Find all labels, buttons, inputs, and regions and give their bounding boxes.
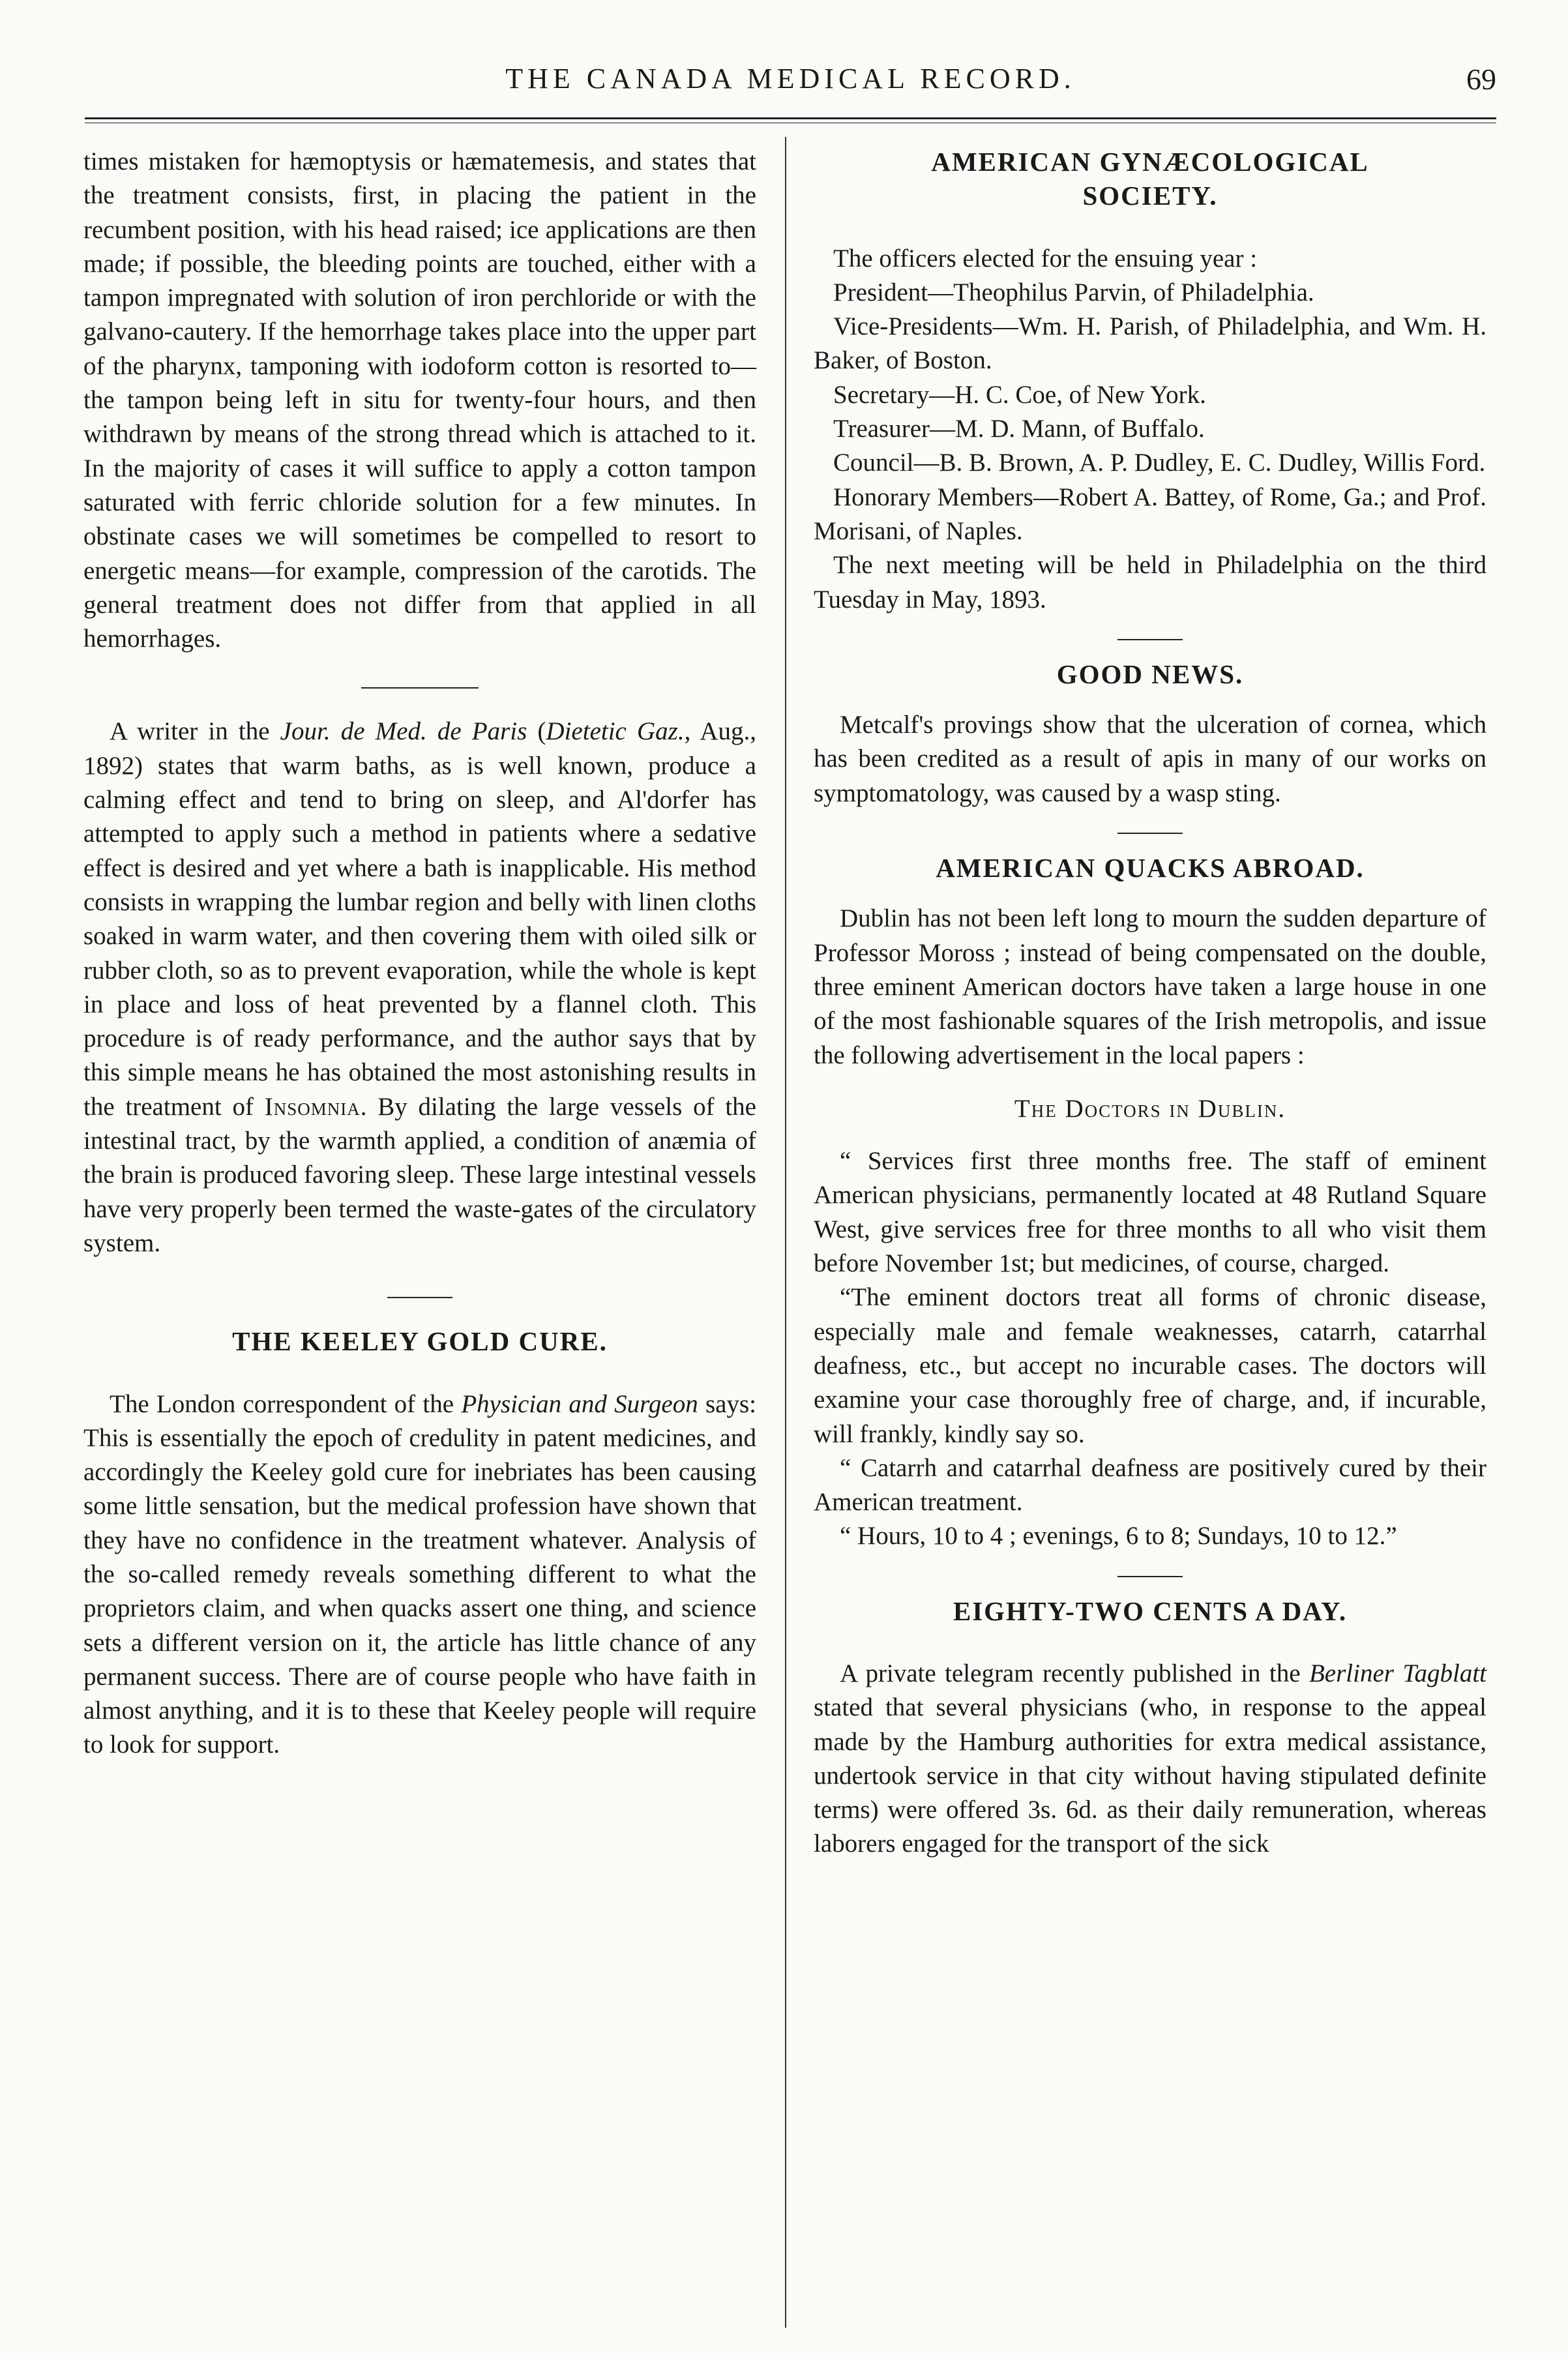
column-divider <box>785 137 786 2328</box>
text-run: stated that several physicians (who, in response to the appeal made by the Hamburg authorities for extra medical assistance, undertook service in that city without having stipulated definite terms) were offered 3s. 6d. as their daily remuneration, whereas laborers engaged for the transport of the sick <box>814 1693 1487 1858</box>
officer-president: President—Theophilus Parvin, of Philadelphia. <box>833 278 1314 306</box>
officer-treasurer: Treasurer—M. D. Mann, of Buffalo. <box>833 415 1205 443</box>
spacer <box>814 1628 1487 1657</box>
text-run: A private telegram recently published in the <box>840 1659 1309 1687</box>
section-separator <box>361 687 479 689</box>
spacer <box>83 1359 756 1387</box>
advertisement-paragraph: “ Catarrh and catarrhal deafness are positively cured by their American treatment. <box>814 1453 1487 1517</box>
spacer <box>814 885 1487 902</box>
section-separator <box>1117 1576 1183 1577</box>
journal-title: Physician and Surgeon <box>461 1389 698 1418</box>
spacer <box>814 213 1487 242</box>
insomnia-term: Insomnia <box>264 1092 361 1121</box>
text-run: says: This is essentially the epoch of credulity in patent medicines, and accordingly the Keeley gold cure for inebriates has been causing some little sensation, but the medical profession have shown that they have no confidence in the treatment whatever. Analysis of the so-called remedy reveals something different to what the proprietors claim, and when quacks assert one thing, and science sets a different version on it, the article has little chance of any permanent success. There are of course people who have faith in almost anything, and it is to these that Keeley people will require to look for support. <box>83 1389 756 1759</box>
running-title: THE CANADA MEDICAL RECORD. <box>505 63 1076 95</box>
doctors-subheading: The Doctors in Dublin. <box>1014 1094 1286 1123</box>
section-separator <box>1117 833 1183 834</box>
officer-secretary: Secretary—H. C. Coe, of New York. <box>833 380 1206 409</box>
advertisement-paragraph: “ Hours, 10 to 4 ; evenings, 6 to 8; Sundays, 10 to 12.” <box>840 1522 1397 1550</box>
section-separator <box>1117 639 1183 640</box>
good-news-title: GOOD NEWS. <box>1056 659 1244 689</box>
journal-title: Jour. de Med. de Paris <box>280 717 527 746</box>
text-run: A writer in the <box>110 717 280 746</box>
left-column <box>83 145 756 1762</box>
advertisement-paragraph: “ Services first three months free. The staff of eminent American physicians, permanently located at 48 Rutland Square West, give services free for three months to all who visit them before November 1st; but medicines, of course, charged. <box>814 1147 1487 1278</box>
page-number: 69 <box>1466 63 1496 96</box>
page-header <box>85 62 1496 114</box>
good-news-paragraph: Metcalf's provings show that the ulceration of cornea, which has been credited as a result of apis in many of our works on symptomatology, was caused by a wasp sting. <box>814 711 1487 807</box>
next-meeting: The next meeting will be held in Philadelphia on the third Tuesday in May, 1893. <box>814 551 1487 614</box>
text-run: , Aug., 1892) states that warm baths, as is well known, produce a calming effect and tend to bring on sleep, and Al'dorfer has attempted to apply such a method in patients where a sedative effect is desired and yet where a bath is inapplicable. His method consists in wrapping the lumbar region and belly with linen cloths soaked in warm water, and then covering them with oiled silk or rubber cloth, so as to prevent evaporation, while the whole is kept in place and loss of heat prevented by a flannel cloth. This procedure is of ready performance, and the author says that by this simple means he has obtained the most astonishing results in the treatment of <box>83 717 756 1121</box>
gyn-title-line1: AMERICAN GYNÆCOLOGICAL <box>931 147 1369 177</box>
cents-title: EIGHTY-TWO CENTS A DAY. <box>953 1595 1348 1626</box>
gyn-title-line2: SOCIETY. <box>1082 181 1218 211</box>
hemorrhage-paragraph: times mistaken for hæmoptysis or hæmatemesis, and states that the treatment consists, first, in placing the patient in the recumbent position, with his head raised; ice applications are then made; if possible, the bleeding points are touched, either with a tampon impregnated with solution of iron perchloride or with the galvano-cautery. If the hemorrhage takes place into the upper part of the pharynx, tamponing with iodoform cotton is resorted to—the tampon being left in situ for twenty-four hours, and then withdrawn by means of the strong thread which is attached to it. In the majority of cases it will suffice to apply a cotton tampon saturated with ferric chloride solution for a few minutes. In obstinate cases we will sometimes be compelled to resort to energetic means—for example, compression of the carotids. The general treatment does not differ from that applied in all hemorrhages. <box>83 147 756 653</box>
journal-title: Dietetic Gaz. <box>546 717 685 746</box>
officers-intro: The officers elected for the ensuing year : <box>833 244 1258 273</box>
quacks-paragraph: Dublin has not been left long to mourn the sudden departure of Professor Moross ; instead of being compensated on the double, three eminent American doctors have taken a large house in one of the most fashionable squares of the Irish metropolis, and issue the following advertisement in the local papers : <box>814 904 1487 1069</box>
newspaper-title: Berliner Tagblatt <box>1309 1659 1487 1687</box>
advertisement-paragraph: “The eminent doctors treat all forms of chronic disease, especially male and female weaknesses, catarrh, catarrhal deafness, etc., but accept no incurable cases. The doctors will examine your case thoroughly free of charge, and, if incurable, will frankly, kindly say so. <box>814 1283 1487 1448</box>
header-rule <box>85 117 1496 123</box>
warm-baths-paragraph <box>83 715 756 1260</box>
officer-council: Council—B. B. Brown, A. P. Dudley, E. C. Dudley, Willis Ford. <box>833 449 1486 477</box>
text-run: The London correspondent of the <box>110 1389 462 1418</box>
keeley-paragraph <box>83 1387 756 1762</box>
quacks-title: AMERICAN QUACKS ABROAD. <box>936 853 1365 883</box>
honorary-members: Honorary Members—Robert A. Battey, of Rome, Ga.; and Prof. Morisani, of Naples. <box>814 482 1487 545</box>
cents-paragraph <box>814 1657 1487 1862</box>
section-separator <box>387 1297 452 1298</box>
spacer <box>814 691 1487 708</box>
keeley-title: THE KEELEY GOLD CURE. <box>232 1326 608 1357</box>
right-column <box>814 145 1487 1862</box>
officer-vice-presidents: Vice-Presidents—Wm. H. Parish, of Philadelphia, and Wm. H. Baker, of Boston. <box>814 312 1487 375</box>
text-run: . By dilating the large vessels of the intestinal tract, by the warmth applied, a condition of anæmia of the brain is produced favoring sleep. These large intestinal vessels have very properly been termed the waste-gates of the circulatory system. <box>83 1092 756 1257</box>
text-run: ( <box>527 717 546 746</box>
